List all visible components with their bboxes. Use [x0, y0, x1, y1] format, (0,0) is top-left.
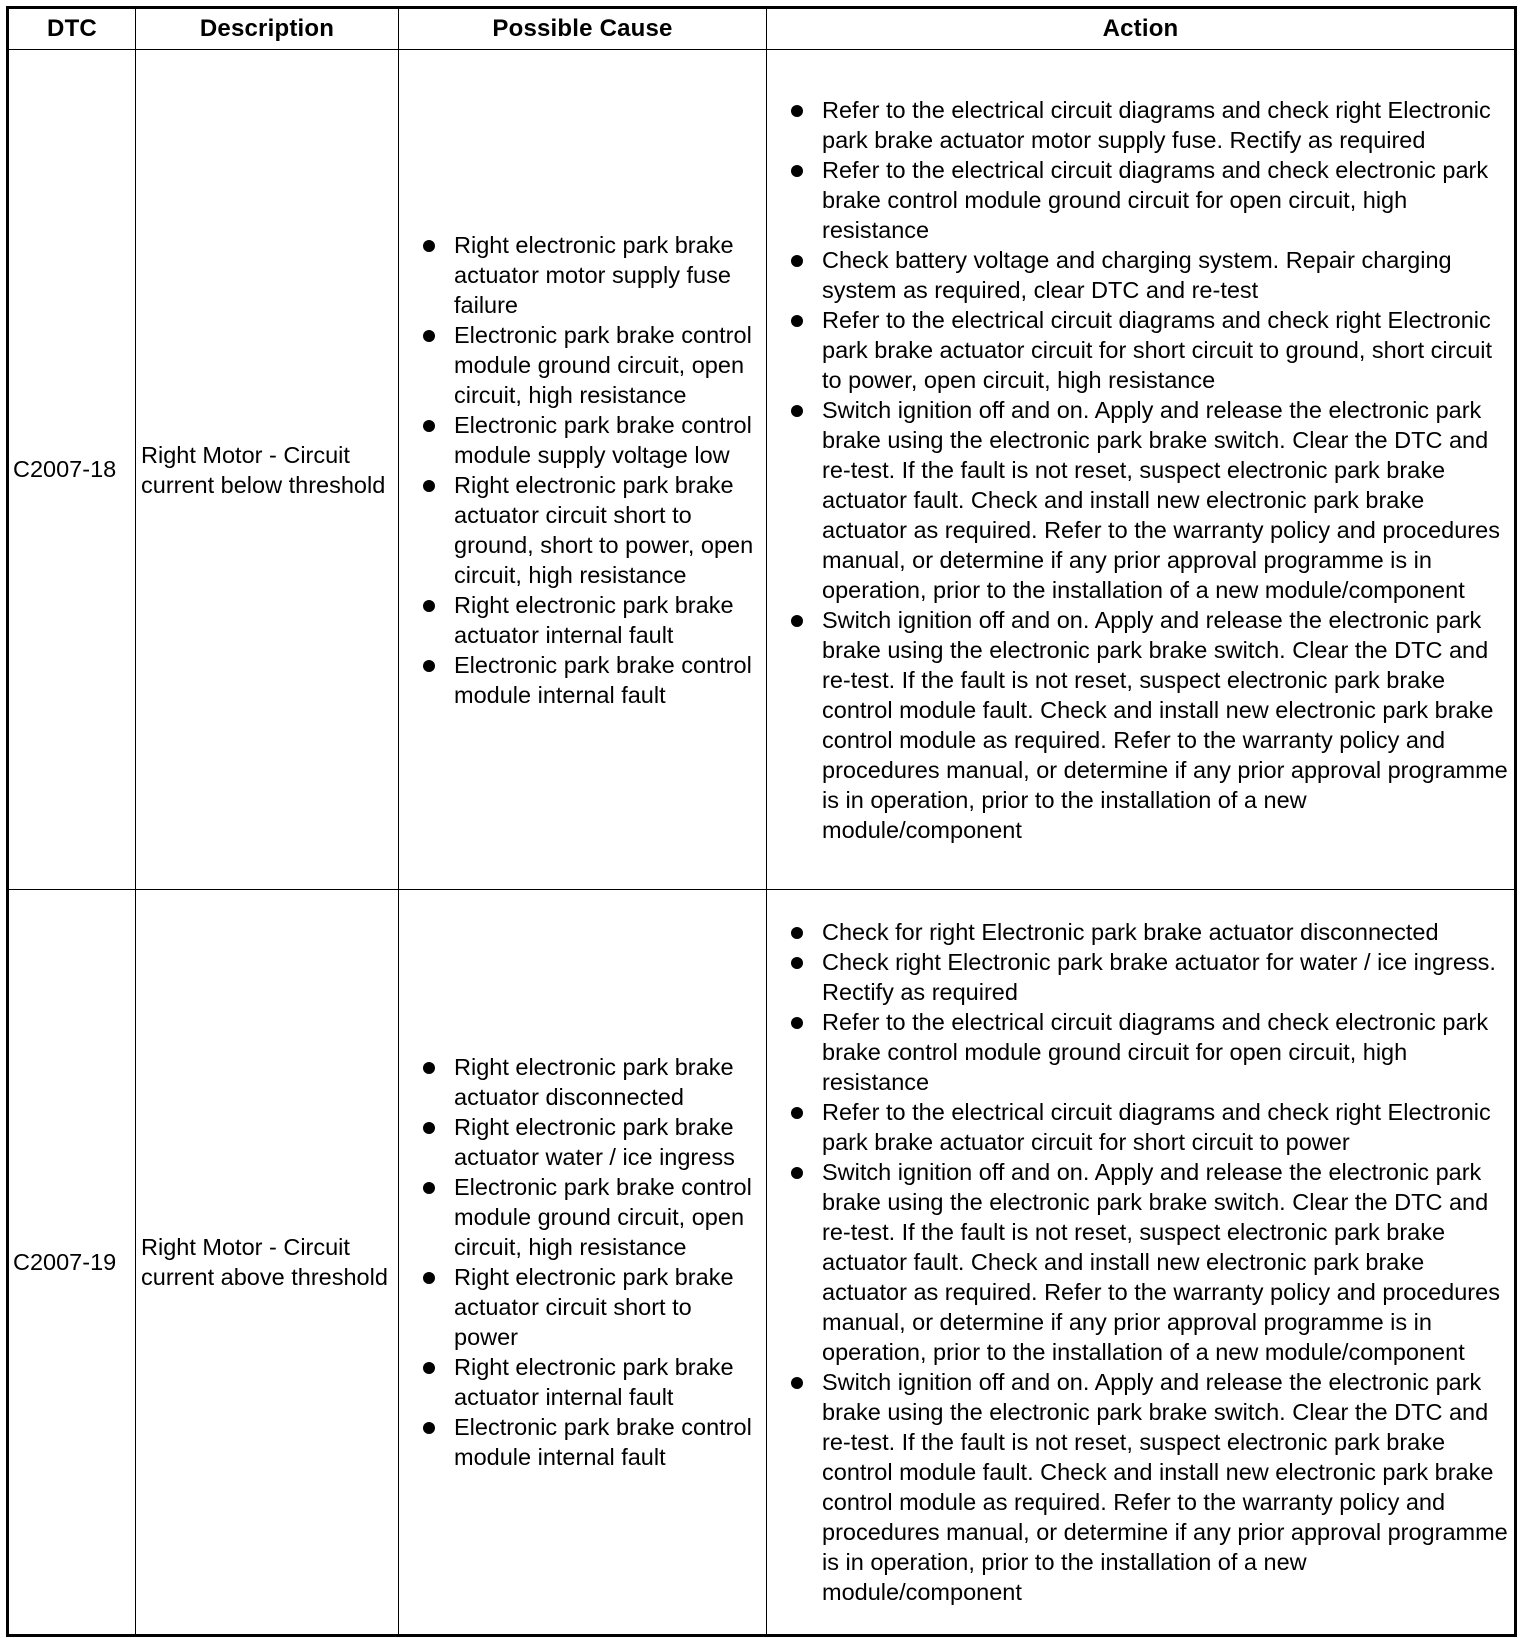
action-list — [767, 917, 1514, 1607]
cause-item: Right electronic park brake actuator internal fault — [454, 590, 762, 650]
cause-item: Right electronic park brake actuator internal fault — [454, 1352, 762, 1412]
action-list — [767, 95, 1514, 845]
cause-item: Electronic park brake control module ground circuit, open circuit, high resistance — [454, 320, 762, 410]
cause-item: Right electronic park brake actuator disconnected — [454, 1052, 762, 1112]
action-item: Check battery voltage and charging system. Repair charging system as required, clear DTC and re-test — [822, 245, 1508, 305]
header-possible-cause: Possible Cause — [399, 8, 767, 50]
action-item: Refer to the electrical circuit diagrams and check electronic park brake control module ground circuit for open circuit, high resistance — [822, 155, 1508, 245]
cause-list — [399, 1052, 766, 1472]
table-header-row — [8, 8, 1516, 50]
action-item: Switch ignition off and on. Apply and release the electronic park brake using the electronic park brake switch. Clear the DTC and re-test. If the fault is not reset, suspect electronic park brake actuator fault. Check and install new electronic park brake actuator as required. Refer to the warranty policy and procedures manual, or determine if any prior approval programme is in operation, prior to the installation of a new module/component — [822, 395, 1508, 605]
table-row — [8, 50, 1516, 890]
action-cell — [767, 50, 1516, 890]
action-cell — [767, 890, 1516, 1636]
possible-cause-cell — [399, 890, 767, 1636]
action-item: Switch ignition off and on. Apply and release the electronic park brake using the electronic park brake switch. Clear the DTC and re-test. If the fault is not reset, suspect electronic park brake control module fault. Check and install new electronic park brake control module as required. Refer to the warranty policy and procedures manual, or determine if any prior approval programme is in operation, prior to the installation of a new module/component — [822, 606, 1508, 843]
dtc-code-cell: C2007-19 — [8, 890, 136, 1636]
action-item: Switch ignition off and on. Apply and release the electronic park brake using the electronic park brake switch. Clear the DTC and re-test. If the fault is not reset, suspect electronic park brake actuator fault. Check and install new electronic park brake actuator as required. Refer to the warranty policy and procedures manual, or determine if any prior approval programme is in operation, prior to the installation of a new module/component — [822, 1157, 1508, 1367]
cause-item: Right electronic park brake actuator circuit short to ground, short to power, open circuit, high resistance — [454, 470, 762, 590]
cause-item: Right electronic park brake actuator motor supply fuse failure — [454, 230, 762, 320]
dtc-table-sheet — [6, 6, 1514, 1632]
action-item: Refer to the electrical circuit diagrams and check right Electronic park brake actuator circuit for short circuit to ground, short circuit to power, open circuit, high resistance — [822, 305, 1508, 395]
action-item: Check right Electronic park brake actuator for water / ice ingress. Rectify as required — [822, 947, 1508, 1007]
action-item: Refer to the electrical circuit diagrams and check right Electronic park brake actuator motor supply fuse. Rectify as required — [822, 95, 1508, 155]
cause-list — [399, 230, 766, 710]
cause-item: Electronic park brake control module internal fault — [454, 1412, 762, 1472]
dtc-table — [6, 6, 1517, 1637]
cause-item: Right electronic park brake actuator water / ice ingress — [454, 1112, 762, 1172]
description-cell: Right Motor - Circuit current below threshold — [136, 50, 399, 890]
cause-item: Electronic park brake control module internal fault — [454, 650, 762, 710]
header-description: Description — [136, 8, 399, 50]
dtc-code-cell: C2007-18 — [8, 50, 136, 890]
action-item: Refer to the electrical circuit diagrams and check electronic park brake control module ground circuit for open circuit, high resistance — [822, 1007, 1508, 1097]
action-item: Check for right Electronic park brake actuator disconnected — [822, 917, 1508, 947]
cause-item: Electronic park brake control module supply voltage low — [454, 410, 762, 470]
header-action: Action — [767, 8, 1516, 50]
header-dtc: DTC — [8, 8, 136, 50]
possible-cause-cell — [399, 50, 767, 890]
description-cell: Right Motor - Circuit current above threshold — [136, 890, 399, 1636]
cause-item: Right electronic park brake actuator circuit short to power — [454, 1262, 762, 1352]
cause-item: Electronic park brake control module ground circuit, open circuit, high resistance — [454, 1172, 762, 1262]
action-item: Refer to the electrical circuit diagrams and check right Electronic park brake actuator circuit for short circuit to power — [822, 1097, 1508, 1157]
action-item: Switch ignition off and on. Apply and release the electronic park brake using the electronic park brake switch. Clear the DTC and re-test. If the fault is not reset, suspect electronic park brake control module fault. Check and install new electronic park brake control module as required. Refer to the warranty policy and procedures manual, or determine if any prior approval programme is in operation, prior to the installation of a new module/component — [822, 1369, 1508, 1605]
table-row — [8, 890, 1516, 1636]
